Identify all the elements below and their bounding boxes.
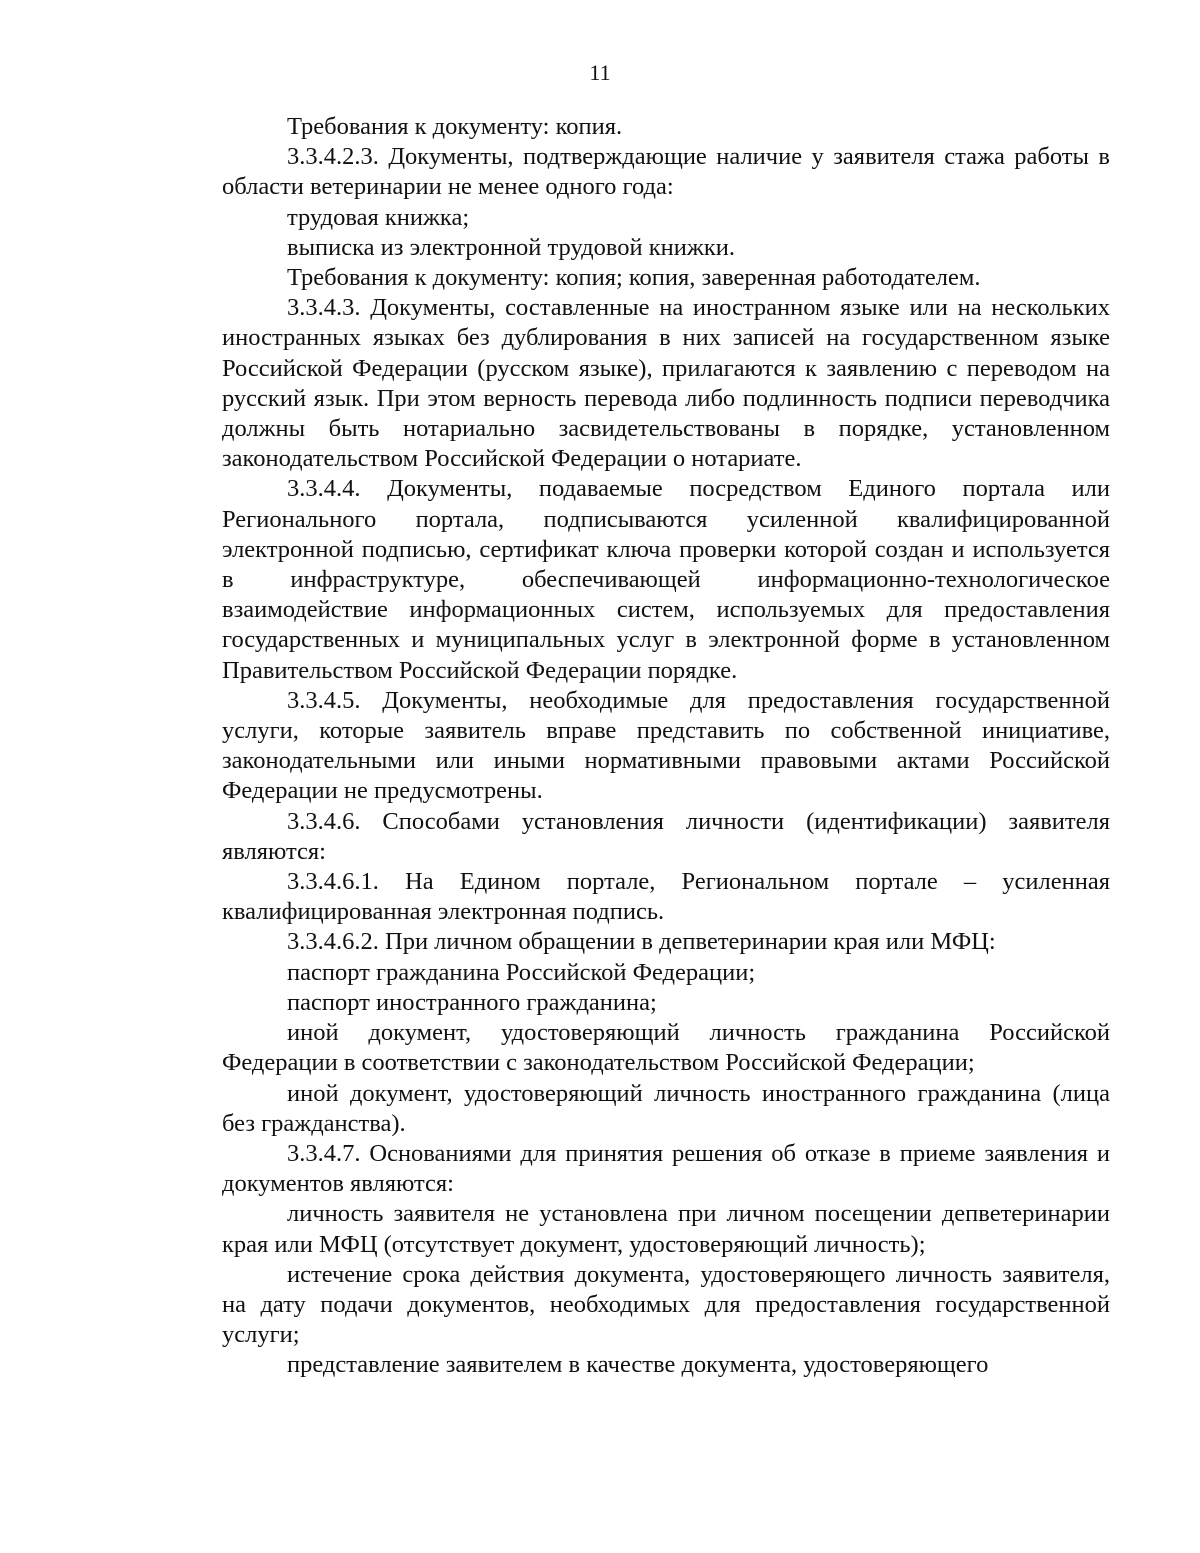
paragraph-11: 3.3.4.6.2. При личном обращении в депветеринарии края или МФЦ: bbox=[287, 928, 996, 956]
paragraph-18: истечение срока действия документа, удостоверяющего личность заявителя, на дату подачи документов, необходимых для предоставления государственной услуги; bbox=[222, 1260, 1110, 1349]
paragraph-6: 3.3.4.3. Документы, составленные на иностранном языке или на нескольких иностранных языках без дублирования в них записей на государственном языке Российской Федерации (русском языке), прилагаются к заявлению с переводом на русский язык. При этом верность перевода либо подлинность подписи переводчика должны быть нотариально засвидетельствованы в порядке, установленном законодательством Российской Федерации о нотариате. bbox=[222, 294, 1110, 473]
document-body bbox=[222, 112, 1110, 1381]
paragraph-3: трудовая книжка; bbox=[287, 203, 470, 231]
paragraph-2: 3.3.4.2.3. Документы, подтверждающие наличие у заявителя стажа работы в области ветеринарии не менее одного года: bbox=[222, 143, 1110, 201]
paragraph-1: Требования к документу: копия. bbox=[287, 113, 623, 140]
paragraph-19: представление заявителем в качестве документа, удостоверяющего bbox=[287, 1351, 989, 1379]
paragraph-4: выписка из электронной трудовой книжки. bbox=[287, 233, 735, 261]
paragraph-9: 3.3.4.6. Способами установления личности (идентификации) заявителя являются: bbox=[222, 807, 1110, 865]
paragraph-8: 3.3.4.5. Документы, необходимые для предоставления государственной услуги, которые заявитель вправе представить по собственной инициативе, законодательными или иными нормативными правовыми актами Российской Федерации не предусмотрены. bbox=[222, 686, 1110, 805]
paragraph-17: личность заявителя не установлена при личном посещении депветеринарии края или МФЦ (отсутствует документ, удостоверяющий личность); bbox=[222, 1200, 1110, 1258]
paragraph-14: иной документ, удостоверяющий личность гражданина Российской Федерации в соответствии с законодательством Российской Федерации; bbox=[222, 1019, 1110, 1077]
page-number: 11 bbox=[589, 60, 611, 85]
paragraph-15: иной документ, удостоверяющий личность иностранного гражданина (лица без гражданства). bbox=[222, 1079, 1110, 1137]
paragraph-7: 3.3.4.4. Документы, подаваемые посредством Единого портала или Регионального портала, подписываются усиленной квалифицированной электронной подписью, сертификат ключа проверки которой создан и используется в инфраструктуре, обеспечивающей информационно-технологическое взаимодействие информационных систем, используемых для предоставления государственных и муниципальных услуг в электронной форме в установленном Правительством Российской Федерации порядке. bbox=[222, 475, 1110, 684]
paragraph-5: Требования к документу: копия; копия, заверенная работодателем. bbox=[287, 264, 981, 292]
paragraph-10: 3.3.4.6.1. На Едином портале, Региональном портале – усиленная квалифицированная электронная подпись. bbox=[222, 868, 1110, 926]
paragraph-16: 3.3.4.7. Основаниями для принятия решения об отказе в приеме заявления и документов являются: bbox=[222, 1139, 1110, 1198]
paragraph-12: паспорт гражданина Российской Федерации; bbox=[287, 958, 756, 986]
paragraph-13: паспорт иностранного гражданина; bbox=[287, 988, 657, 1016]
